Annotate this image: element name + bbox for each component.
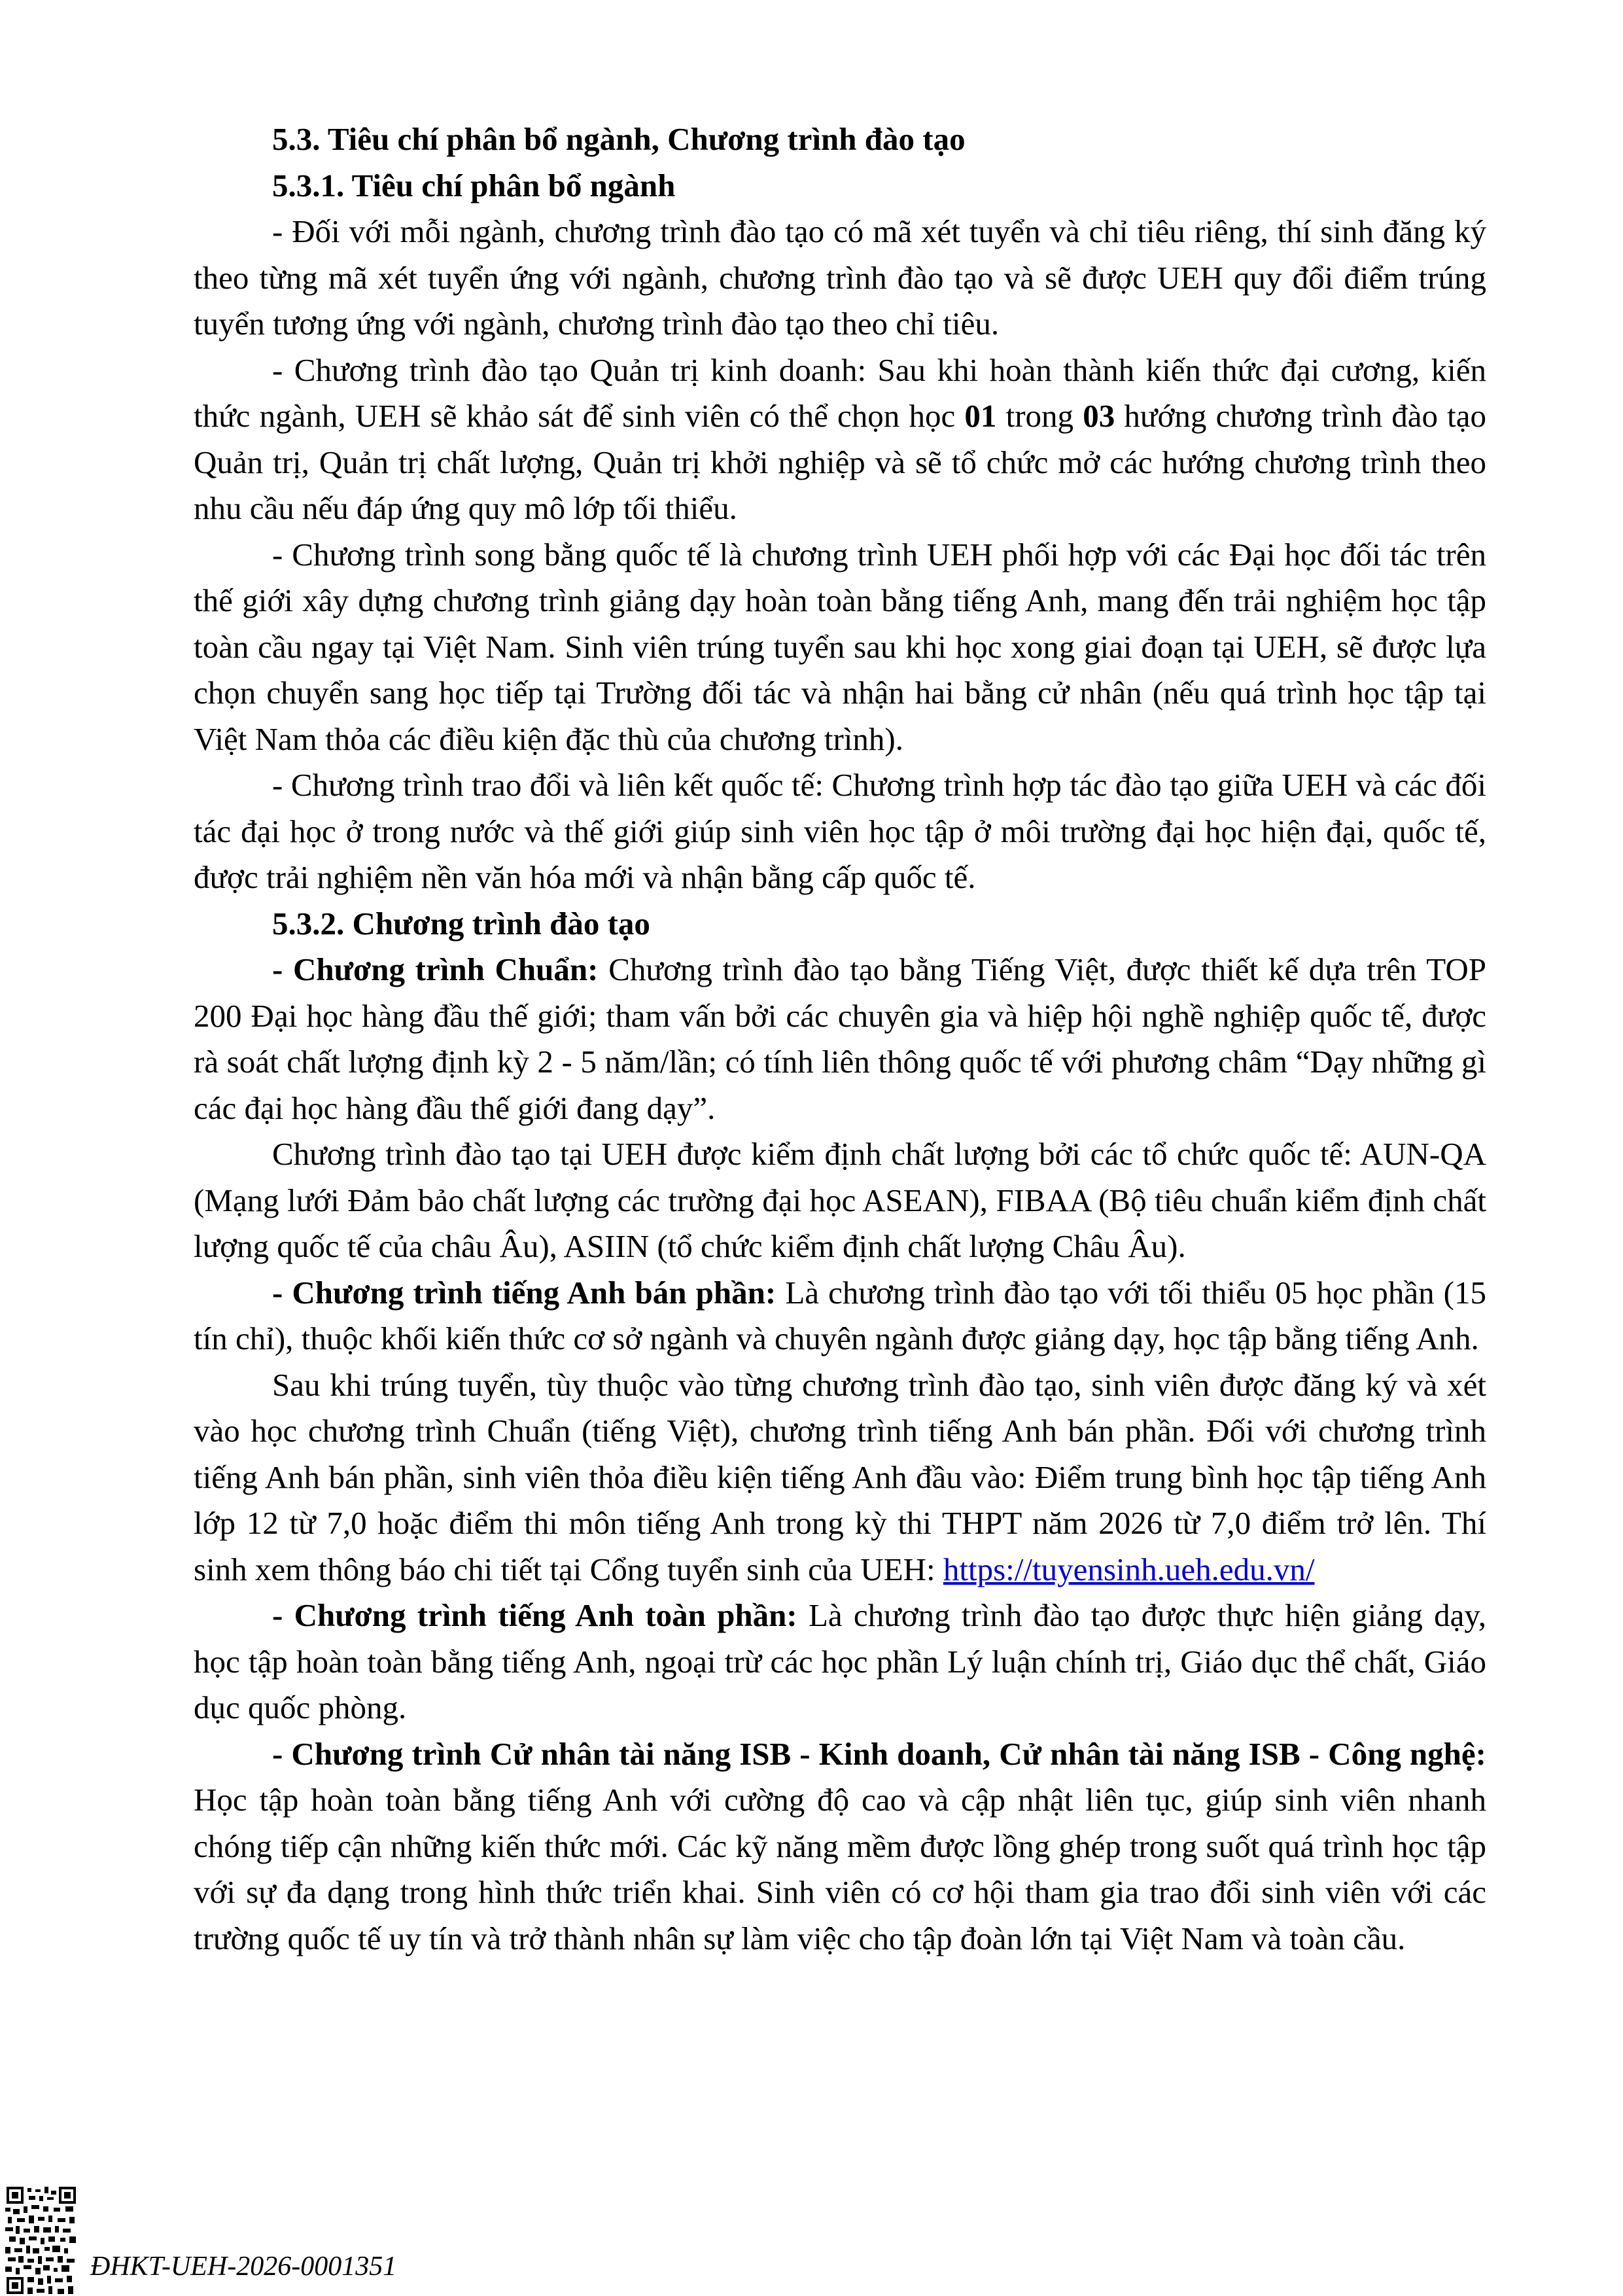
- isb-program-label: - Chương trình Cử nhân tài năng ISB - Kinh doanh, Cử nhân tài năng ISB - Công nghệ:: [272, 1735, 1486, 1772]
- paragraph-exchange-program: - Chương trình trao đổi và liên kết quốc tế: Chương trình hợp tác đào tạo giữa UEH và các đối tác đại học ở trong nước và thế giới giúp sinh viên học tập ở môi trường đại học hiện đại, quốc tế, được trải nghiệm nền văn hóa mới và nhận bằng cấp quốc tế.: [194, 767, 1486, 895]
- number-03: 03: [1083, 398, 1115, 434]
- business-admin-text-start: - Chương trình đào tạo Quản trị kinh doanh: Sau khi hoàn thành kiến thức đại cương, kiến thức ngành, UEH sẽ khảo sát để sinh viên có thể chọn học: [194, 351, 1486, 434]
- paragraph-standard-program: [194, 947, 1486, 1131]
- isb-program-text: Học tập hoàn toàn bằng tiếng Anh với cường độ cao và cập nhật liên tục, giúp sinh viên nhanh chóng tiếp cận những kiến thức mới. Các kỹ năng mềm được lồng ghép trong suốt quá trình học tập với sự đa dạng trong hình thức triển khai. Sinh viên có cơ hội tham gia trao đổi sinh viên với các trường quốc tế uy tín và trở thành nhân sự làm việc cho tập đoàn lớn tại Việt Nam và toàn cầu.: [194, 1782, 1486, 1956]
- paragraph-accreditation: Chương trình đào tạo tại UEH được kiểm định chất lượng bởi các tổ chức quốc tế: AUN-QA (Mạng lưới Đảm bảo chất lượng các trường đại học ASEAN), FIBAA (Bộ tiêu chuẩn kiểm định chất lượng quốc tế của châu Âu), ASIIN (tổ chức kiểm định chất lượng Châu Âu).: [194, 1136, 1486, 1264]
- after-admission-text: Sau khi trúng tuyển, tùy thuộc vào từng chương trình đào tạo, sinh viên được đăng ký và xét vào học chương trình Chuẩn (tiếng Việt), chương trình tiếng Anh bán phần. Đối với chương trình tiếng Anh bán phần, sinh viên thỏa điều kiện tiếng Anh đầu vào: Điểm trung bình học tập tiếng Anh lớp 12 từ 7,0 hoặc điểm thi môn tiếng Anh trong kỳ thi THPT năm 2026 từ 7,0 điểm trở lên. Thí sinh xem thông báo chi tiết tại Cổng tuyển sinh của UEH:: [194, 1366, 1486, 1587]
- admission-portal-link[interactable]: https://tuyensinh.ueh.edu.vn/: [943, 1551, 1315, 1587]
- business-admin-text-end: hướng chương trình đào tạo Quản trị, Quản trị chất lượng, Quản trị khởi nghiệp và sẽ tổ chức mở các hướng chương trình theo nhu cầu nếu đáp ứng quy mô lớp tối thiểu.: [194, 398, 1486, 526]
- section-heading: 5.3. Tiêu chí phân bổ ngành, Chương trình đào tạo: [272, 121, 966, 157]
- number-01: 01: [964, 398, 997, 434]
- paragraph-partial-english: [194, 1270, 1486, 1362]
- paragraph-full-english: [194, 1593, 1486, 1731]
- paragraph-double-degree: - Chương trình song bằng quốc tế là chương trình UEH phối hợp với các Đại học đối tác trên thế giới xây dựng chương trình giảng dạy hoàn toàn bằng tiếng Anh, mang đến trải nghiệm học tập toàn cầu ngay tại Việt Nam. Sinh viên trúng tuyển sau khi học xong giai đoạn tại UEH, sẽ được lựa chọn chuyển sang học tiếp tại Trường đối tác và nhận hai bằng cử nhân (nếu quá trình học tập tại Việt Nam thỏa các điều kiện đặc thù của chương trình).: [194, 536, 1486, 757]
- subsection-heading-5-3-2: 5.3.2. Chương trình đào tạo: [272, 905, 650, 942]
- partial-english-label: - Chương trình tiếng Anh bán phần:: [272, 1274, 777, 1311]
- full-english-text: Là chương trình đào tạo được thực hiện giảng dạy, học tập hoàn toàn bằng tiếng Anh, ngoại trừ các học phần Lý luận chính trị, Giáo dục thể chất, Giáo dục quốc phòng.: [194, 1597, 1486, 1725]
- document-code: ĐHKT-UEH-2026-0001351: [90, 2252, 397, 2282]
- full-english-label: - Chương trình tiếng Anh toàn phần:: [272, 1597, 797, 1633]
- business-admin-text-between: trong: [996, 398, 1083, 434]
- paragraph-major-criteria: - Đối với mỗi ngành, chương trình đào tạo có mã xét tuyển và chỉ tiêu riêng, thí sinh đăng ký theo từng mã xét tuyển ứng với ngành, chương trình đào tạo và sẽ được UEH quy đổi điểm trúng tuyển tương ứng với ngành, chương trình đào tạo theo chỉ tiêu.: [194, 213, 1486, 342]
- standard-program-text: Chương trình đào tạo bằng Tiếng Việt, được thiết kế dựa trên TOP 200 Đại học hàng đầu thế giới; tham vấn bởi các chuyên gia và hiệp hội nghề nghiệp quốc tế, được rà soát chất lượng định kỳ 2 - 5 năm/lần; có tính liên thông quốc tế với phương châm “Dạy những gì các đại học hàng đầu thế giới đang dạy”.: [194, 951, 1486, 1126]
- paragraph-isb-program: [194, 1731, 1486, 1962]
- paragraph-business-admin: [194, 347, 1486, 532]
- qr-code-icon: [5, 2187, 77, 2296]
- document-page: [194, 116, 1486, 1962]
- paragraph-after-admission: [194, 1362, 1486, 1593]
- partial-english-text: Là chương trình đào tạo với tối thiểu 05 học phần (15 tín chỉ), thuộc khối kiến thức cơ sở ngành và chuyên ngành được giảng dạy, học tập bằng tiếng Anh.: [194, 1274, 1486, 1356]
- standard-program-label: - Chương trình Chuẩn:: [272, 951, 599, 987]
- subsection-heading-5-3-1: 5.3.1. Tiêu chí phân bổ ngành: [272, 167, 676, 203]
